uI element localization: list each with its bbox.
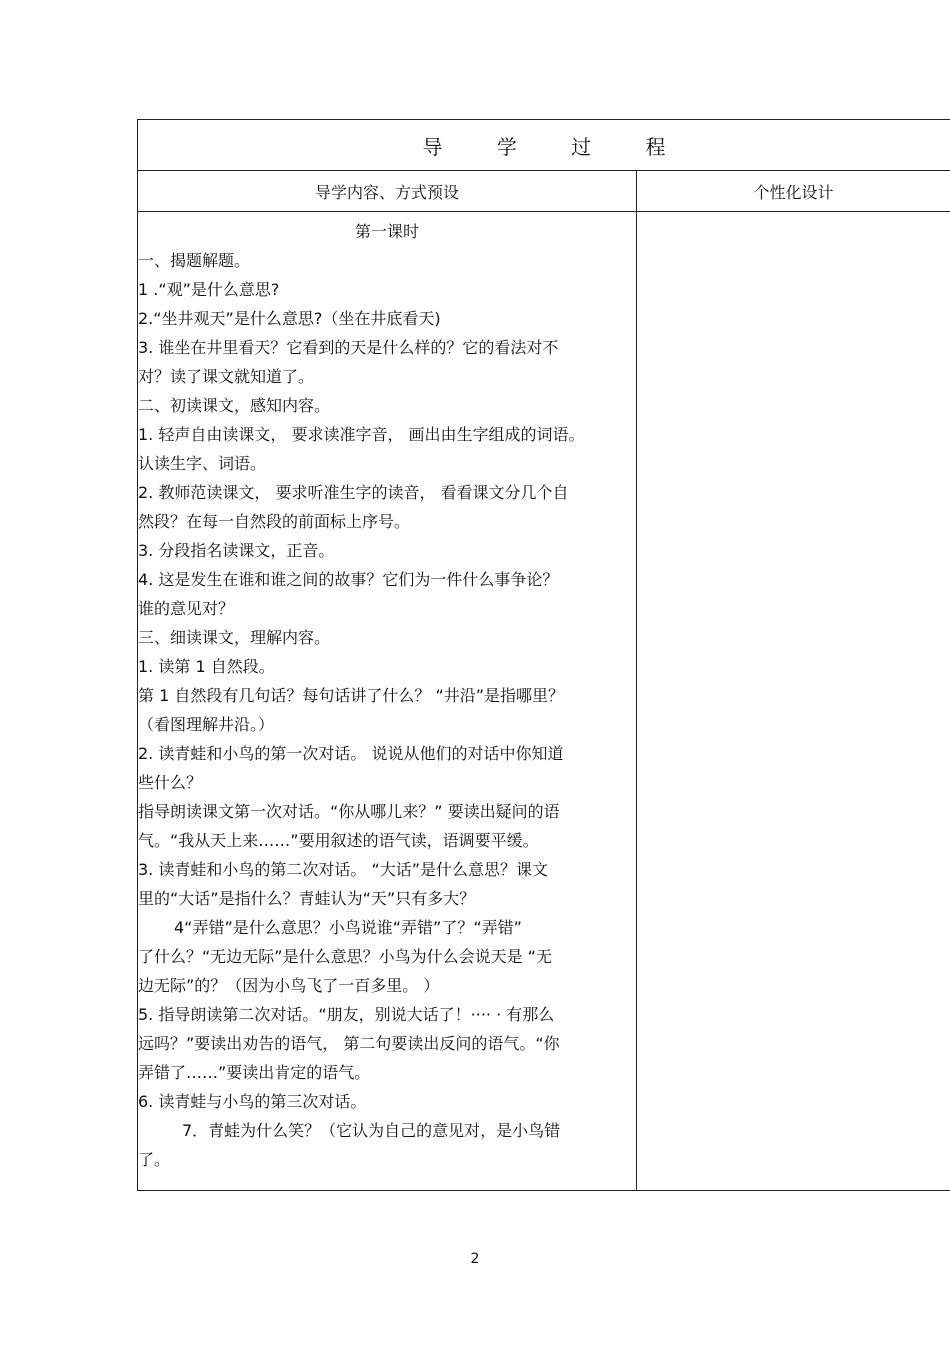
content-line: 气。“我从天上来……”要用叙述的语气读，语调要平缓。 xyxy=(138,831,539,850)
content-line: 2. 教师范读课文， 要求听准生字的读音， 看看课文分几个自 xyxy=(138,483,569,502)
content-line: 了。 xyxy=(138,1150,171,1169)
content-line: （看图理解井沿。） xyxy=(138,715,275,734)
lesson-heading: 第一课时 xyxy=(354,222,419,241)
content-line: 2. 读青蛙和小鸟的第一次对话。 说说从他们的对话中你知道 xyxy=(138,744,564,763)
content-line: 些什么？ xyxy=(138,773,203,792)
content-line: 3. 读青蛙和小鸟的第二次对话。 “大话”是什么意思？课文 xyxy=(138,860,549,879)
content-line: 6. 读青蛙与小鸟的第三次对话。 xyxy=(138,1092,367,1111)
content-line: 弄错了……”要读出肯定的语气。 xyxy=(138,1063,371,1082)
table-title: 导 学 过 程 xyxy=(422,134,690,159)
content-line: 2.“坐井观天”是什么意思?（坐在井底看天) xyxy=(138,309,441,328)
guided-content-cell xyxy=(138,212,637,1191)
content-line: 了什么？“无边无际”是什么意思？小鸟为什么会说天是 “无 xyxy=(138,947,552,966)
content-line: 二、初读课文，感知内容。 xyxy=(138,396,331,415)
content-line: 远吗？”要读出劝告的语气， 第二句要读出反问的语气。“你 xyxy=(138,1034,560,1053)
content-line: 1 .“观”是什么意思? xyxy=(138,280,280,299)
personalized-design-cell xyxy=(637,212,950,1191)
content-line: 第 1 自然段有几句话？每句话讲了什么？ “井沿”是指哪里？ xyxy=(138,686,565,705)
content-line: 3. 谁坐在井里看天？它看到的天是什么样的？它的看法对不 xyxy=(138,338,559,357)
page-number: 2 xyxy=(470,1251,480,1267)
content-line: 三、细读课文，理解内容。 xyxy=(138,628,331,647)
content-line: 1. 读第 1 自然段。 xyxy=(138,657,275,676)
content-line: 边无际”的？（因为小鸟飞了一百多里。 ） xyxy=(138,976,440,995)
content-line: 认读生字、词语。 xyxy=(138,454,267,473)
guided-content-text xyxy=(138,212,636,1174)
content-line: 1. 轻声自由读课文， 要求读准字音， 画出由生字组成的词语。 xyxy=(138,425,585,444)
content-line: 然段？在每一自然段的前面标上序号。 xyxy=(138,512,411,531)
content-line: 指导朗读课文第一次对话。“你从哪儿来？” 要读出疑问的语 xyxy=(138,802,560,821)
content-line: 谁的意见对？ xyxy=(138,599,235,618)
right-column-header: 个性化设计 xyxy=(637,171,950,212)
content-line: 4. 这是发生在谁和谁之间的故事？它们为一件什么事争论？ xyxy=(138,570,559,589)
content-line: 5. 指导朗读第二次对话。“朋友，别说大话了！···· · 有那么 xyxy=(138,1005,555,1024)
content-line: 4“弄错”是什么意思？小鸟说谁“弄错”了？“弄错” xyxy=(174,918,522,937)
content-line: 一、揭题解题。 xyxy=(138,251,251,270)
lesson-table xyxy=(137,119,950,1191)
content-line: 3. 分段指名读课文，正音。 xyxy=(138,541,335,560)
content-line: 里的“大话”是指什么？青蛙认为“天”只有多大？ xyxy=(138,889,476,908)
content-line: 7．青蛙为什么笑？（它认为自己的意见对，是小鸟错 xyxy=(182,1121,561,1140)
table-title-cell xyxy=(138,120,950,171)
content-line: 对？读了课文就知道了。 xyxy=(138,367,315,386)
left-column-header: 导学内容、方式预设 xyxy=(138,171,637,212)
